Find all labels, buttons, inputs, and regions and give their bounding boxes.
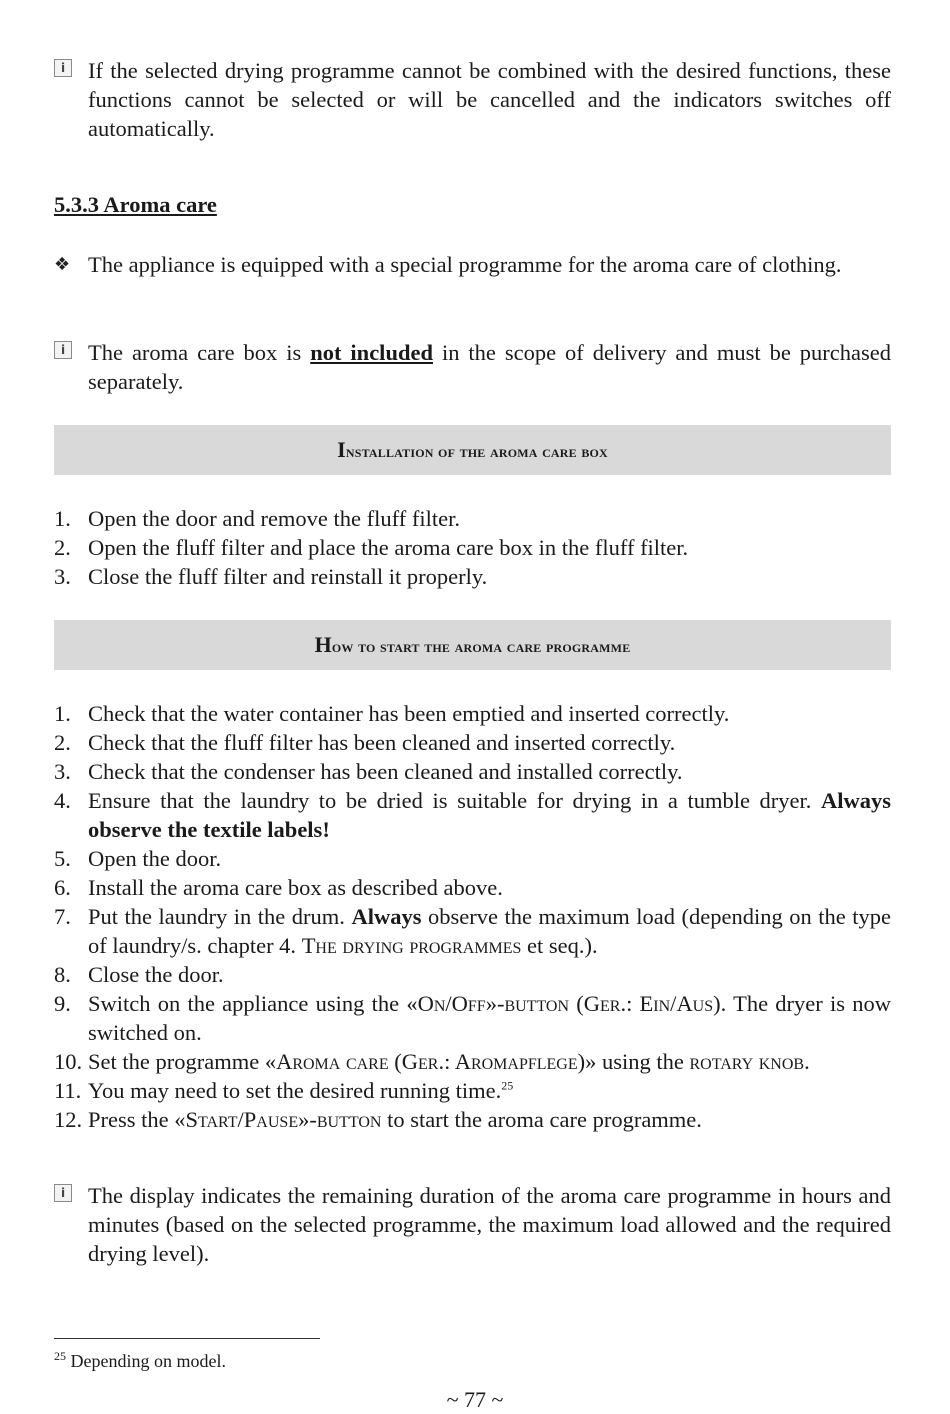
- step-text: Put the laundry in the drum.: [88, 904, 345, 929]
- info-note-top: [54, 56, 891, 143]
- start-steps-list: [54, 699, 891, 1134]
- step-smallcaps-text: rotary knob: [689, 1049, 805, 1074]
- step-text: . The dryer is now switched on.: [88, 991, 891, 1045]
- step-number: 12.: [54, 1107, 83, 1132]
- step-number: 10.: [54, 1049, 83, 1074]
- step-smallcaps-text: On/Off: [417, 991, 486, 1016]
- install-steps-list: [54, 504, 891, 591]
- step-number: 7.: [54, 904, 71, 929]
- band-start-first: H: [314, 632, 332, 657]
- step-text: Open the fluff filter and place the aroma care box in the fluff filter.: [88, 535, 689, 560]
- band-install-rest: nstallation of the aroma care box: [345, 442, 608, 461]
- step-bold-text: Always: [351, 904, 422, 929]
- section-band-start: [54, 620, 891, 670]
- step-number: 3.: [54, 564, 71, 589]
- step-smallcaps-text: (Ger.: Ein/Aus): [576, 991, 721, 1016]
- step-text: » using the: [585, 1049, 684, 1074]
- step-text: Switch on the appliance using the «: [88, 991, 418, 1016]
- step-text: observe the maximum load (depending on the type of laundry/s. chapter 4.: [88, 904, 892, 958]
- step-text: Check that the condenser has been cleaned and installed correctly.: [88, 759, 683, 784]
- info-note-bottom: [54, 1181, 891, 1268]
- step-text: You may need to set the desired running time.: [88, 1078, 502, 1103]
- list-item: [54, 699, 891, 728]
- step-number: 3.: [54, 759, 71, 784]
- info-icon: i: [54, 59, 72, 77]
- info-icon: i: [54, 1184, 72, 1202]
- step-text: Set the programme «: [88, 1049, 277, 1074]
- diamond-bullet-icon: ❖: [54, 254, 71, 275]
- step-number: 4.: [54, 788, 71, 813]
- footnote-mark: 25: [54, 1349, 66, 1363]
- step-text: .: [804, 1049, 810, 1074]
- list-item: [54, 1047, 891, 1076]
- bullet-item: [54, 250, 891, 279]
- bullet-item-text: The appliance is equipped with a special programme for the aroma care of clothing.: [88, 252, 842, 277]
- info-note-bottom-text: The display indicates the remaining duration of the aroma care programme in hours and minutes (based on the selected programme, the maximum load allowed and the required drying level).: [88, 1183, 891, 1266]
- step-text: et seq.).: [527, 933, 598, 958]
- list-item: [54, 1105, 891, 1134]
- step-text: Check that the water container has been emptied and inserted correctly.: [88, 701, 730, 726]
- step-number: 6.: [54, 875, 71, 900]
- note-box-emphasis: not included: [310, 340, 433, 365]
- list-item: [54, 786, 891, 844]
- step-number: 1.: [54, 506, 71, 531]
- list-item: [54, 989, 891, 1047]
- step-number: 5.: [54, 846, 71, 871]
- band-start-rest: ow to start the aroma care programme: [331, 637, 631, 656]
- step-text: Ensure that the laundry to be dried is suitable for drying in a tumble dryer.: [88, 788, 812, 813]
- footnote-divider: [54, 1338, 320, 1339]
- page-number: ~ 77 ~: [446, 1387, 504, 1412]
- step-text: Install the aroma care box as described above.: [88, 875, 503, 900]
- info-icon: i: [54, 341, 72, 359]
- step-text: Press the «: [88, 1107, 186, 1132]
- list-item: [54, 873, 891, 902]
- step-text: »-: [485, 991, 505, 1016]
- footnote-text: Depending on model.: [70, 1351, 226, 1371]
- step-number: 8.: [54, 962, 71, 987]
- band-install-first: I: [337, 437, 346, 462]
- list-item: [54, 902, 891, 960]
- footnote-reference: 25: [501, 1078, 514, 1093]
- step-smallcaps-text: button: [316, 1107, 382, 1132]
- step-text: Open the door.: [88, 846, 222, 871]
- step-number: 11.: [54, 1078, 82, 1103]
- step-smallcaps-text: Start/Pause: [185, 1107, 299, 1132]
- step-smallcaps-text: button: [504, 991, 570, 1016]
- step-number: 2.: [54, 730, 71, 755]
- list-item: [54, 844, 891, 873]
- section-band-installation: [54, 425, 891, 475]
- step-number: 1.: [54, 701, 71, 726]
- step-number: 2.: [54, 535, 71, 560]
- list-item: [54, 533, 891, 562]
- step-number: 9.: [54, 991, 71, 1016]
- info-note-top-text: If the selected drying programme cannot be combined with the desired functions, these functions cannot be selected or will be cancelled and the indicators switches off automatically.: [88, 58, 891, 141]
- list-item: [54, 562, 891, 591]
- list-item: [54, 504, 891, 533]
- section-heading: 5.3.3 Aroma care: [54, 192, 217, 217]
- list-item: [54, 1076, 891, 1105]
- list-item: [54, 960, 891, 989]
- step-text: Check that the fluff filter has been cleaned and inserted correctly.: [88, 730, 676, 755]
- list-item: [54, 757, 891, 786]
- info-note-box: [54, 338, 891, 396]
- step-text: Open the door and remove the fluff filter.: [88, 506, 460, 531]
- note-box-before: The aroma care box is: [88, 340, 302, 365]
- step-bold-text: Always observe the textile labels!: [88, 788, 891, 842]
- step-text: Close the fluff filter and reinstall it properly.: [88, 564, 488, 589]
- step-text: to start the aroma care programme.: [387, 1107, 702, 1132]
- step-text: Close the door.: [88, 962, 224, 987]
- info-note-box-text: [88, 338, 891, 396]
- list-item: [54, 728, 891, 757]
- step-smallcaps-text: The drying programmes: [301, 933, 522, 958]
- note-box-after: in the scope of delivery and must be purchased separately.: [88, 340, 891, 394]
- step-text: »-: [298, 1107, 317, 1132]
- footnote: [54, 1349, 226, 1373]
- step-smallcaps-text: Aroma care (Ger.: Aromapflege): [276, 1049, 586, 1074]
